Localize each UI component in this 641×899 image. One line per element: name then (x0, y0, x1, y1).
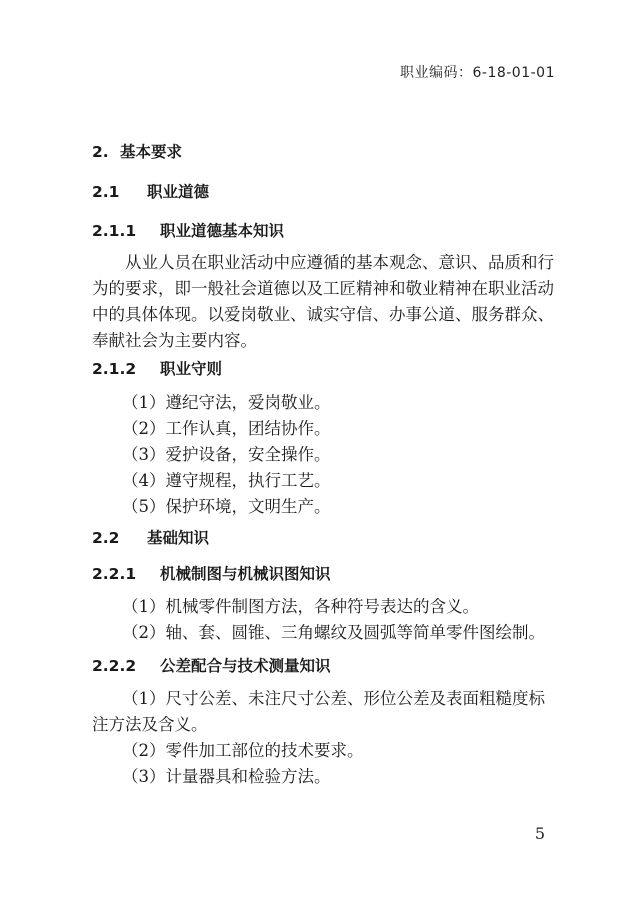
list-item: （3）爱护设备，安全操作。 (122, 445, 331, 464)
heading-2-2-2 (92, 654, 331, 676)
heading-number: 2.2.2 (92, 657, 137, 675)
heading-2-1-2 (92, 357, 222, 379)
list-item: （2）轴、套、圆锥、三角螺纹及圆弧等简单零件图绘制。 (122, 623, 545, 642)
heading-2-1 (92, 180, 209, 202)
heading-number: 2.1 (92, 183, 120, 201)
page-number: 5 (534, 824, 545, 843)
heading-title: 职业道德 (147, 183, 210, 201)
heading-2-2 (92, 526, 209, 548)
list-item: （3）计量器具和检验方法。 (122, 767, 331, 786)
heading-number: 2.1.1 (92, 222, 137, 240)
occupation-code: 职业编码：6-18-01-01 (399, 65, 555, 81)
list-item: （1）遵纪守法，爱岗敬业。 (122, 393, 331, 412)
paragraph-professional-ethics: 从业人员在职业活动中应遵循的基本观念、意识、品质和行为的要求，即一般社会道德以及工匠精神和敬业精神在职业活动中的具体体现。以爱岗敬业、诚实守信、办事公道、服务群众、奉献社会为主要内容。 (92, 253, 554, 350)
heading-number: 2.1.2 (92, 360, 137, 378)
heading-title: 基础知识 (147, 529, 210, 547)
heading-2-2-1 (92, 562, 331, 584)
list-item: （1）机械零件制图方法，各种符号表达的含义。 (122, 597, 479, 616)
heading-2-1-1 (92, 219, 284, 241)
list-item: （4）遵守规程，执行工艺。 (122, 471, 331, 490)
heading-number: 2. (92, 143, 109, 161)
heading-title: 基本要求 (120, 143, 183, 161)
heading-number: 2.2.1 (92, 565, 137, 583)
heading-title: 机械制图与机械识图知识 (160, 565, 331, 583)
list-item: （2）工作认真，团结协作。 (122, 419, 331, 438)
heading-title: 职业守则 (160, 360, 223, 378)
list-item: （2）零件加工部位的技术要求。 (122, 741, 364, 760)
heading-number: 2.2 (92, 529, 120, 547)
list-item: （1）尺寸公差、未注尺寸公差、形位公差及表面粗糙度标注方法及含义。 (92, 689, 545, 734)
heading-title: 公差配合与技术测量知识 (160, 657, 331, 675)
heading-title: 职业道德基本知识 (160, 222, 285, 240)
heading-2 (92, 140, 182, 162)
list-item: （5）保护环境，文明生产。 (122, 497, 331, 516)
